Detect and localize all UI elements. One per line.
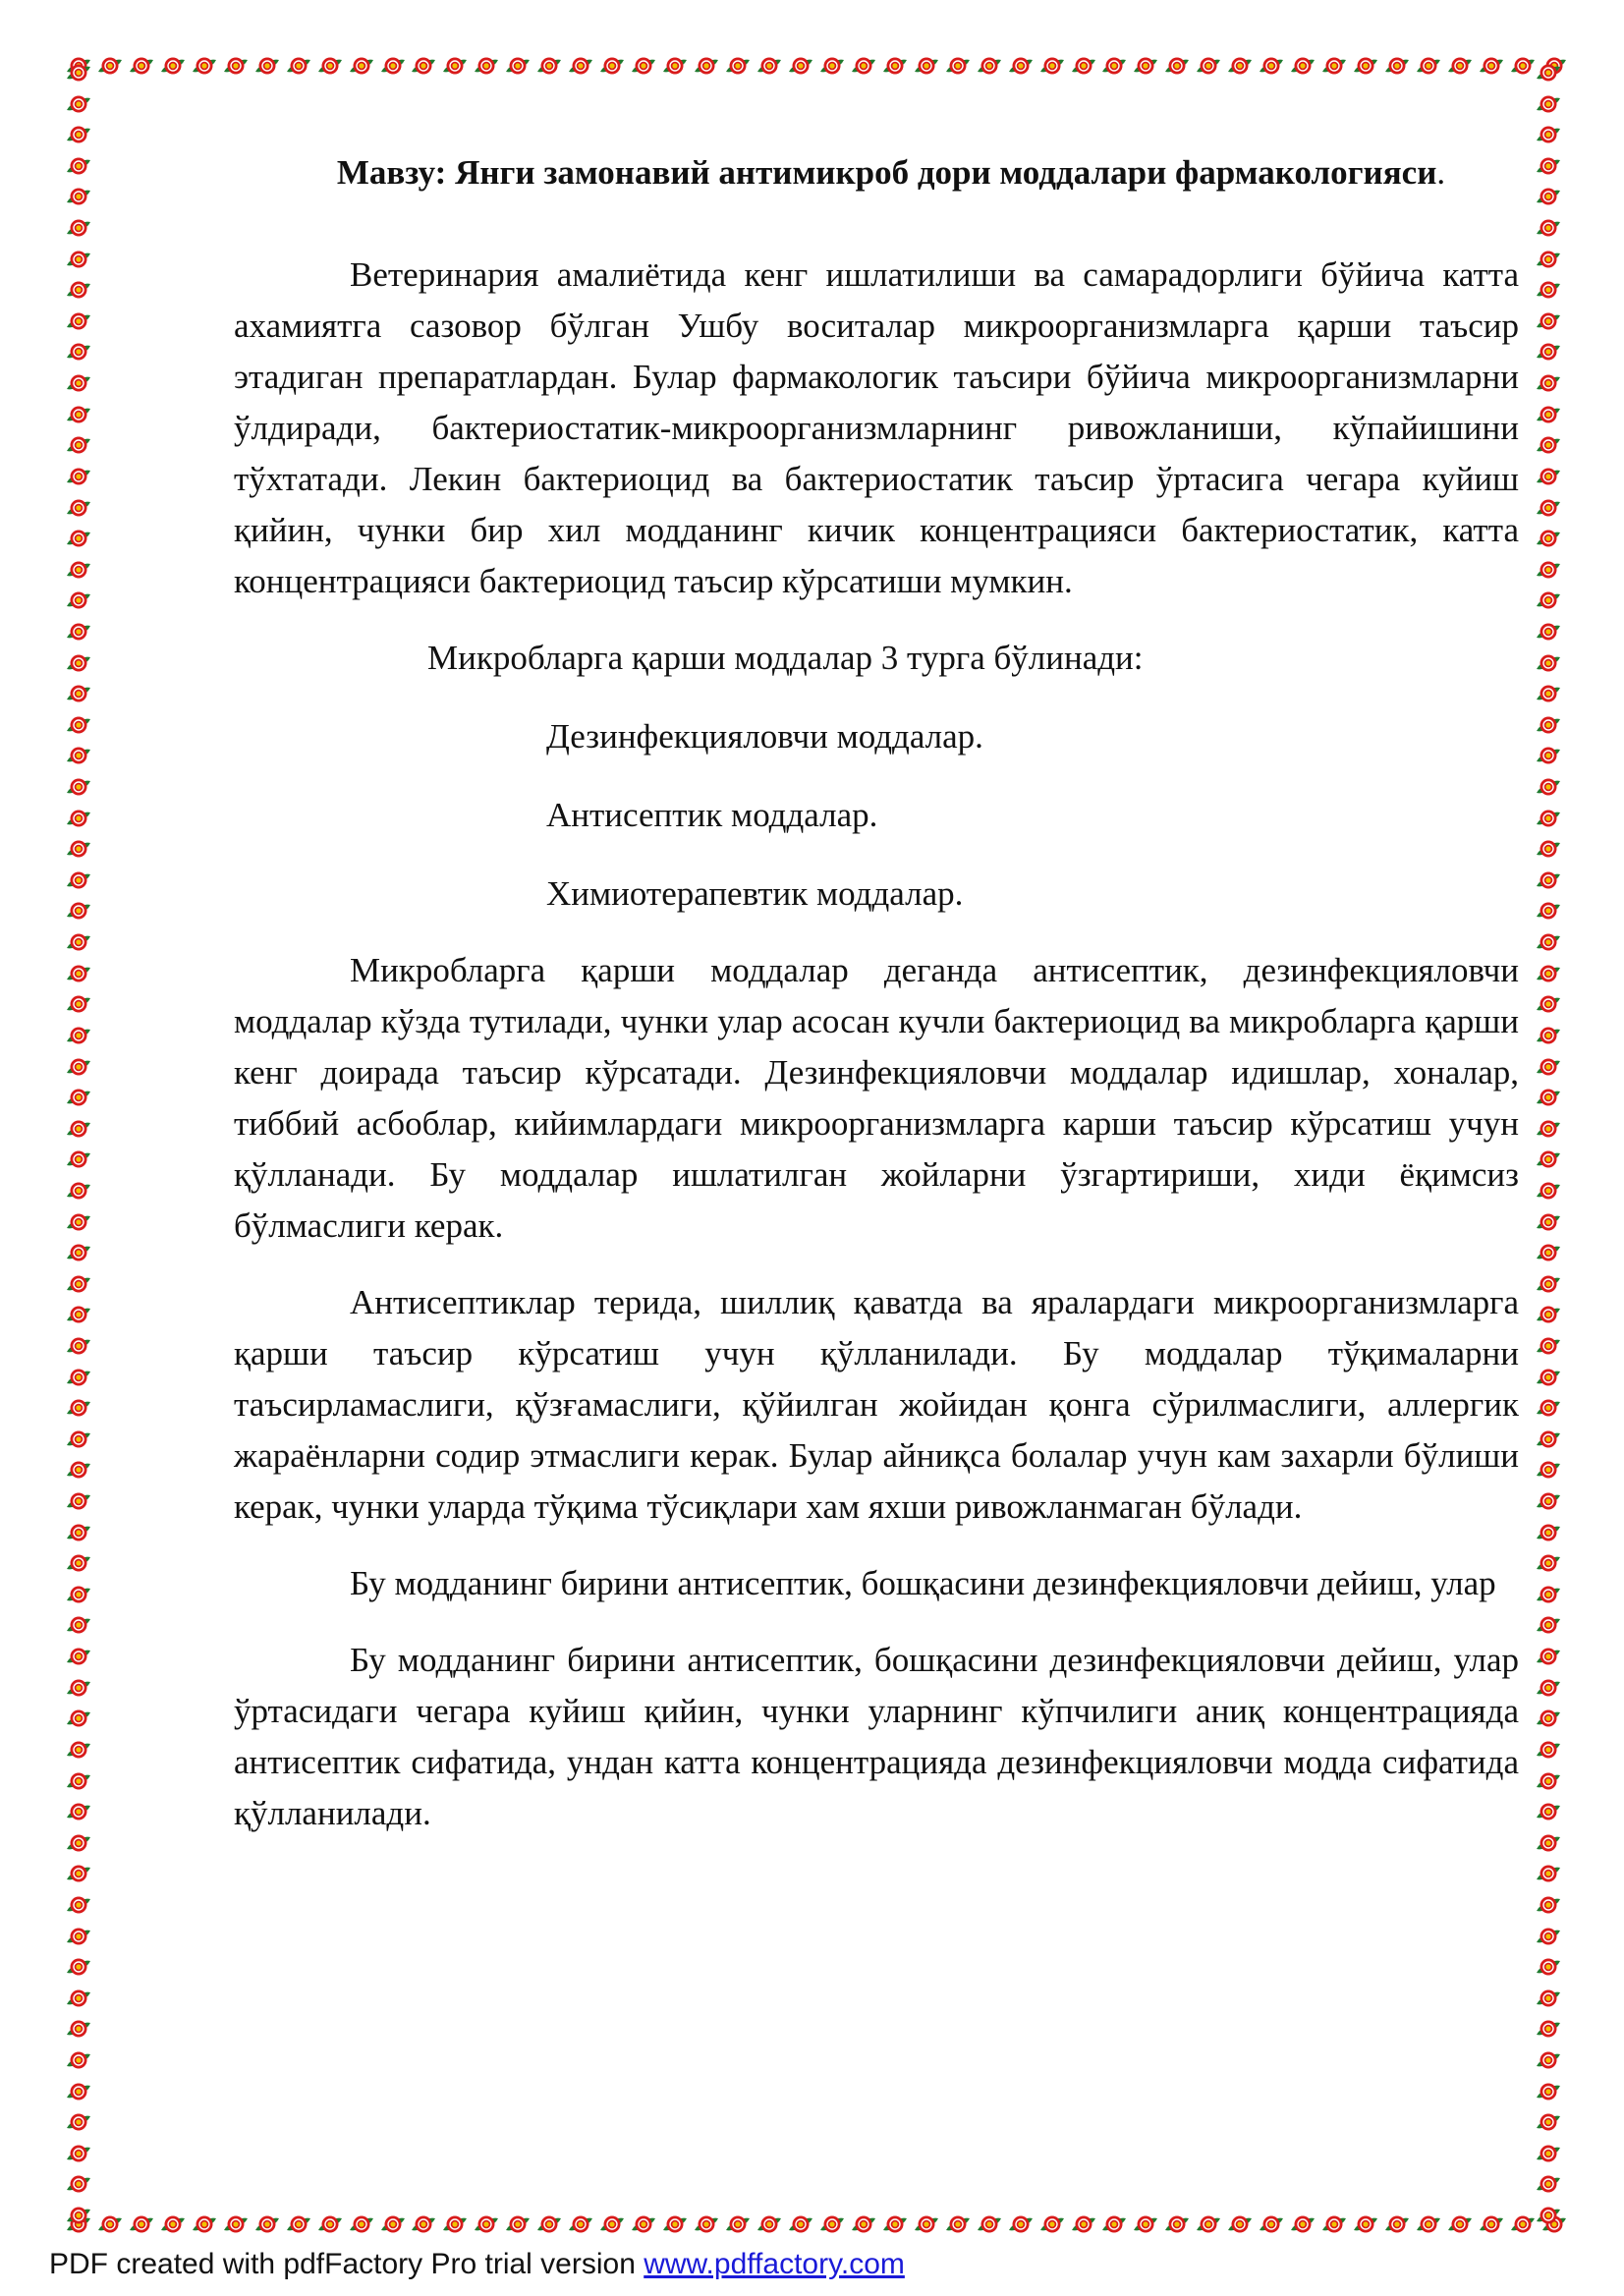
- flower-icon: [1535, 525, 1562, 552]
- page-border-bottom: [65, 2205, 1568, 2244]
- flower-icon: [410, 52, 437, 80]
- paragraph-4: Бу модданинг бирини антисептик, бошқасини дезинфекцияловчи дейиш, улар: [350, 1564, 1496, 1602]
- flower-icon: [65, 1084, 92, 1111]
- flower-icon: [96, 52, 124, 80]
- flower-icon: [441, 2211, 469, 2238]
- flower-icon: [65, 246, 92, 273]
- flower-icon: [1320, 52, 1348, 80]
- flower-icon: [65, 1736, 92, 1764]
- flower-icon: [65, 494, 92, 522]
- flower-icon: [348, 2211, 375, 2238]
- flower-icon: [756, 2211, 783, 2238]
- flower-icon: [1535, 369, 1562, 397]
- flower-icon: [65, 308, 92, 335]
- flower-icon: [1132, 2211, 1159, 2238]
- page-border-right: [1529, 59, 1568, 2230]
- flower-icon: [65, 1177, 92, 1204]
- flower-icon: [473, 52, 500, 80]
- flower-icon: [976, 2211, 1003, 2238]
- flower-icon: [1535, 59, 1562, 86]
- flower-icon: [1535, 990, 1562, 1018]
- flower-icon: [65, 1519, 92, 1546]
- flower-icon: [1535, 1301, 1562, 1328]
- flower-icon: [65, 1705, 92, 1732]
- flower-icon: [316, 2211, 344, 2238]
- flower-icon: [535, 52, 563, 80]
- flower-icon: [1100, 52, 1128, 80]
- flower-icon: [630, 2211, 657, 2238]
- flower-icon: [159, 2211, 187, 2238]
- flower-icon: [65, 897, 92, 924]
- flower-icon: [787, 52, 814, 80]
- flower-icon: [191, 2211, 218, 2238]
- flower-icon: [65, 2170, 92, 2198]
- flower-icon: [1535, 2015, 1562, 2043]
- flower-icon: [1535, 556, 1562, 584]
- flower-icon: [65, 1426, 92, 1453]
- flower-icon: [1535, 1146, 1562, 1173]
- flower-icon: [1535, 463, 1562, 490]
- flower-icon: [1535, 1208, 1562, 1236]
- flower-icon: [473, 2211, 500, 2238]
- flower-icon: [191, 52, 218, 80]
- flower-icon: [1163, 52, 1191, 80]
- paragraph-3: Антисептиклар терида, шиллиқ қаватда ва яралардаги микроорганизмларга қарши таъсир кўрсатиш учун қўлланилади. Бу моддалар тўқималарни таъсирламаслиги, қўзғамаслиги, қўйилган жойидан қонга сўрилмаслиги, аллергик жараёнларни содир этмаслиги керак. Булар айниқса болалар учун кам захарли бўлиши керак, чунки уларда тўқима тўсиқлари хам яхши ривожланмаган бўлади.: [234, 1283, 1519, 1526]
- flower-icon: [1535, 1239, 1562, 1266]
- flower-icon: [65, 587, 92, 614]
- flower-icon: [693, 2211, 720, 2238]
- flower-icon: [850, 52, 877, 80]
- flower-icon: [1226, 2211, 1254, 2238]
- flower-icon: [1535, 214, 1562, 242]
- flower-icon: [913, 52, 940, 80]
- flower-icon: [818, 2211, 846, 2238]
- flower-icon: [65, 1487, 92, 1515]
- title-end: .: [1436, 153, 1446, 192]
- flower-icon: [1535, 1767, 1562, 1795]
- flower-icon: [1535, 1674, 1562, 1702]
- flower-icon: [1535, 1643, 1562, 1670]
- flower-icon: [1070, 52, 1097, 80]
- flower-icon: [1535, 276, 1562, 304]
- list-item-1: Дезинфекцияловчи моддалар.: [546, 717, 983, 756]
- flower-icon: [1535, 494, 1562, 522]
- flower-icon: [1352, 52, 1379, 80]
- flower-icon: [881, 2211, 909, 2238]
- flower-icon: [65, 1860, 92, 1887]
- flower-icon: [379, 52, 407, 80]
- flower-icon: [724, 2211, 752, 2238]
- flower-icon: [1535, 308, 1562, 335]
- flower-icon: [661, 2211, 689, 2238]
- flower-icon: [1535, 1115, 1562, 1143]
- flower-icon: [65, 90, 92, 118]
- flower-icon: [1038, 2211, 1066, 2238]
- flower-icon: [65, 1674, 92, 1702]
- flower-icon: [65, 1301, 92, 1328]
- flower-icon: [65, 1767, 92, 1795]
- flower-icon: [65, 1581, 92, 1608]
- flower-icon: [65, 618, 92, 645]
- flower-icon: [1535, 2078, 1562, 2105]
- flower-icon: [316, 52, 344, 80]
- flower-icon: [65, 183, 92, 210]
- flower-icon: [65, 1022, 92, 1049]
- page-border-top: [65, 46, 1568, 85]
- flower-icon: [1535, 1985, 1562, 2012]
- flower-icon: [567, 2211, 594, 2238]
- flower-icon: [65, 1239, 92, 1266]
- flower-icon: [65, 1146, 92, 1173]
- flower-icon: [65, 2108, 92, 2136]
- flower-icon: [65, 2078, 92, 2105]
- flower-icon: [128, 52, 155, 80]
- flower-icon: [1535, 1829, 1562, 1857]
- flower-icon: [65, 1332, 92, 1360]
- flower-icon: [787, 2211, 814, 2238]
- flower-icon: [65, 338, 92, 365]
- flower-icon: [850, 2211, 877, 2238]
- flower-icon: [1535, 1332, 1562, 1360]
- flower-icon: [1163, 2211, 1191, 2238]
- flower-icon: [1535, 711, 1562, 739]
- flower-icon: [1038, 52, 1066, 80]
- flower-icon: [1535, 431, 1562, 459]
- document-title: [263, 147, 1519, 198]
- flower-icon: [65, 1923, 92, 1950]
- flower-icon: [818, 52, 846, 80]
- flower-icon: [1535, 649, 1562, 677]
- flower-icon: [1535, 401, 1562, 428]
- flower-icon: [1535, 680, 1562, 707]
- list-item-2: Антисептик моддалар.: [546, 796, 878, 834]
- paragraph-2: Микробларга қарши моддалар деганда антисептик, дезинфекцияловчи моддалар кўзда тутилади, чунки улар асосан кучли бактериоцид ва микробларга қарши кенг доирада таъсир кўрсатади. Дезинфекцияловчи моддалар идишлар, хоналар, тиббий асбоблар, кийимлардаги микроорганизмларга карши таъсир кўрсатиш учун қўлланади. Бу моддалар ишлатилган жойларни ўзгартириши, хиди ёқимсиз бўлмаслиги керак.: [234, 951, 1519, 1245]
- flower-icon: [1535, 1923, 1562, 1950]
- flower-icon: [65, 1053, 92, 1081]
- flower-icon: [1258, 2211, 1285, 2238]
- flower-icon: [1535, 1891, 1562, 1919]
- flower-icon: [976, 52, 1003, 80]
- flower-icon: [1535, 1611, 1562, 1639]
- flower-icon: [504, 2211, 532, 2238]
- flower-icon: [253, 52, 281, 80]
- flower-icon: [65, 835, 92, 863]
- flower-icon: [65, 1208, 92, 1236]
- flower-icon: [1100, 2211, 1128, 2238]
- flower-icon: [1535, 1177, 1562, 1204]
- paragraph-1: Ветеринария амалиётида кенг ишлатилиши ва самарадорлиги бўйича катта ахамиятга сазовор бўлган Ушбу воситалар микроорганизмларга қарши таъсир этадиган препаратлардан. Булар фармакологик таъсири бўйича микроорганизмларни ўлдиради, бактериостатик-микроорганизмларнинг ривожланиши, кўпайишини тўхтатади. Лекин бактериоцид ва бактериостатик таъсир ўртасига чегара куйиш қийин, чунки бир хил модданинг кичик концентрацияси бактериостатик, катта концентрацияси бактериоцид таъсир кўрсатиши мумкин.: [234, 255, 1519, 600]
- flower-icon: [65, 867, 92, 894]
- flower-icon: [1535, 1549, 1562, 1577]
- flower-icon: [1535, 1798, 1562, 1825]
- flower-icon: [1535, 1084, 1562, 1111]
- flower-icon: [65, 1364, 92, 1391]
- flower-icon: [65, 214, 92, 242]
- flower-icon: [348, 52, 375, 80]
- flower-icon: [598, 52, 626, 80]
- flower-icon: [65, 1549, 92, 1577]
- flower-icon: [1415, 52, 1442, 80]
- flower-icon: [285, 2211, 312, 2238]
- flower-icon: [1535, 1053, 1562, 1081]
- flower-icon: [379, 2211, 407, 2238]
- flower-icon: [65, 1456, 92, 1484]
- flower-icon: [1535, 1581, 1562, 1608]
- flower-icon: [1535, 960, 1562, 987]
- document-page: [234, 147, 1519, 1839]
- flower-icon: [65, 2046, 92, 2074]
- paragraph-5: Бу модданинг бирини антисептик, бошқасини дезинфекцияловчи дейиш, улар ўртасидаги чегара куйиш қийин, чунки уларнинг кўпчилиги аниқ концентрацияда антисептик сифатида, ундан катта концентрацияда дезинфекцияловчи модда сифатида қўлланилади.: [234, 1641, 1519, 1832]
- flower-icon: [65, 1611, 92, 1639]
- flower-icon: [1535, 928, 1562, 956]
- flower-icon: [1535, 183, 1562, 210]
- flower-icon: [65, 928, 92, 956]
- flower-icon: [65, 152, 92, 180]
- flower-icon: [65, 556, 92, 584]
- flower-icon: [222, 52, 250, 80]
- flower-icon: [65, 1643, 92, 1670]
- flower-icon: [65, 431, 92, 459]
- flower-icon: [65, 990, 92, 1018]
- flower-icon: [1383, 52, 1411, 80]
- flower-icon: [944, 52, 972, 80]
- flower-icon: [65, 525, 92, 552]
- flower-icon: [1226, 52, 1254, 80]
- flower-icon: [567, 52, 594, 80]
- flower-icon: [1535, 835, 1562, 863]
- footer-link[interactable]: www.pdffactory.com: [644, 2248, 905, 2280]
- flower-icon: [1535, 1953, 1562, 1981]
- flower-icon: [1383, 2211, 1411, 2238]
- flower-icon: [65, 742, 92, 769]
- flower-icon: [253, 2211, 281, 2238]
- flower-icon: [1070, 2211, 1097, 2238]
- flower-icon: [944, 2211, 972, 2238]
- flower-icon: [1007, 52, 1035, 80]
- flower-icon: [1478, 52, 1505, 80]
- flower-icon: [96, 2211, 124, 2238]
- flower-icon: [1535, 1487, 1562, 1515]
- flower-icon: [1352, 2211, 1379, 2238]
- flower-icon: [913, 2211, 940, 2238]
- flower-icon: [65, 1953, 92, 1981]
- flower-icon: [1195, 52, 1222, 80]
- flower-icon: [1320, 2211, 1348, 2238]
- flower-icon: [65, 1115, 92, 1143]
- flower-icon: [504, 52, 532, 80]
- flower-icon: [1535, 1519, 1562, 1546]
- flower-icon: [1535, 1022, 1562, 1049]
- flower-icon: [1535, 618, 1562, 645]
- flower-icon: [65, 680, 92, 707]
- flower-icon: [1535, 1270, 1562, 1298]
- flower-icon: [65, 1985, 92, 2012]
- flower-icon: [1535, 2202, 1562, 2229]
- flower-icon: [65, 805, 92, 832]
- flower-icon: [1478, 2211, 1505, 2238]
- flower-icon: [1258, 52, 1285, 80]
- flower-icon: [1535, 2140, 1562, 2167]
- flower-icon: [65, 711, 92, 739]
- flower-icon: [65, 463, 92, 490]
- title-text: Мавзу: Янги замонавий антимикроб дори моддалари фармакологияси: [336, 153, 1437, 192]
- flower-icon: [65, 59, 92, 86]
- flower-icon: [1446, 52, 1474, 80]
- flower-icon: [598, 2211, 626, 2238]
- flower-icon: [693, 52, 720, 80]
- flower-icon: [1535, 2108, 1562, 2136]
- flower-icon: [1535, 805, 1562, 832]
- flower-icon: [1535, 773, 1562, 801]
- footer-text: PDF created with pdfFactory Pro trial version: [49, 2248, 644, 2280]
- flower-icon: [1535, 587, 1562, 614]
- list-intro: Микробларга қарши моддалар 3 турга бўлинади:: [427, 639, 1144, 677]
- flower-icon: [1132, 52, 1159, 80]
- flower-icon: [1535, 2046, 1562, 2074]
- pdf-footer: [49, 2248, 905, 2281]
- flower-icon: [1195, 2211, 1222, 2238]
- flower-icon: [1535, 867, 1562, 894]
- flower-icon: [1535, 121, 1562, 148]
- list-item-3: Химиотерапевтик моддалар.: [546, 874, 964, 913]
- flower-icon: [1289, 52, 1316, 80]
- flower-icon: [65, 649, 92, 677]
- flower-icon: [222, 2211, 250, 2238]
- flower-icon: [65, 1270, 92, 1298]
- flower-icon: [65, 276, 92, 304]
- flower-icon: [441, 52, 469, 80]
- flower-icon: [535, 2211, 563, 2238]
- flower-icon: [1535, 152, 1562, 180]
- flower-icon: [1289, 2211, 1316, 2238]
- page-border-left: [59, 59, 98, 2230]
- flower-icon: [1535, 1736, 1562, 1764]
- flower-icon: [630, 52, 657, 80]
- flower-icon: [285, 52, 312, 80]
- flower-icon: [1535, 1705, 1562, 1732]
- flower-icon: [128, 2211, 155, 2238]
- flower-icon: [1535, 90, 1562, 118]
- flower-icon: [65, 2202, 92, 2229]
- flower-icon: [65, 1891, 92, 1919]
- flower-icon: [1535, 246, 1562, 273]
- flower-icon: [1535, 1364, 1562, 1391]
- flower-icon: [756, 52, 783, 80]
- flower-icon: [65, 2140, 92, 2167]
- flower-icon: [65, 960, 92, 987]
- flower-icon: [1535, 1860, 1562, 1887]
- flower-icon: [65, 1394, 92, 1422]
- flower-icon: [1535, 338, 1562, 365]
- flower-icon: [661, 52, 689, 80]
- flower-icon: [1415, 2211, 1442, 2238]
- flower-icon: [1535, 1394, 1562, 1422]
- flower-icon: [1535, 1426, 1562, 1453]
- flower-icon: [1535, 742, 1562, 769]
- flower-icon: [65, 1798, 92, 1825]
- flower-icon: [881, 52, 909, 80]
- flower-icon: [1007, 2211, 1035, 2238]
- flower-icon: [410, 2211, 437, 2238]
- flower-icon: [159, 52, 187, 80]
- flower-icon: [65, 121, 92, 148]
- flower-icon: [65, 369, 92, 397]
- flower-icon: [65, 1829, 92, 1857]
- flower-icon: [65, 773, 92, 801]
- flower-icon: [1535, 2170, 1562, 2198]
- flower-icon: [1535, 1456, 1562, 1484]
- flower-icon: [1535, 897, 1562, 924]
- flower-icon: [724, 52, 752, 80]
- flower-icon: [1446, 2211, 1474, 2238]
- flower-icon: [65, 2015, 92, 2043]
- flower-icon: [65, 401, 92, 428]
